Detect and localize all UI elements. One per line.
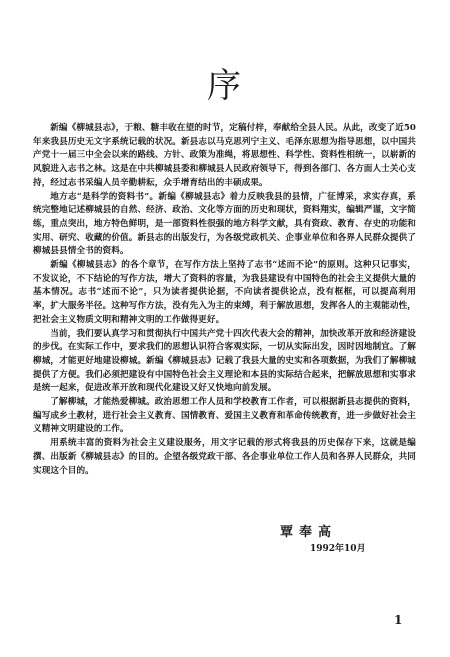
author-signature: 覃奉高 [280,525,338,540]
page-title: 序 [207,66,243,106]
paragraph: 用系统丰富的资料为社会主义建设服务，用文字记载的形式将我县的历史保存下来，这就是编撰、出版新《柳城县志》的目的。企望各级党政干部、各企事业单位工作人员和各界人民群众，共同实现这个目的。 [33,438,416,476]
paragraph: 新编《柳城县志》的各个章节，在写作方法上坚持了志书“述而不论”的原则。这种只记事实，不发议论，不下结论的写作方法，增大了资料的容量，为我县建设有中国特色的社会主义提供大量的基本情况。志书“述而不论”，只为读者提供论据，不向读者提供论点，没有框框，可以提高利用率，扩大服务半径。这种写作方法，没有先入为主的束缚，利于解放思想，发挥各人的主观能动性，把社会主义物质文明和精神文明的工作做得更好。 [33,260,416,325]
page-number: 1 [394,613,403,627]
paragraph: 地方志“是科学的资料书”。新编《柳城县志》着力反映我县的县情，广征博采，求实存真，系统完整地记述柳城县的自然、经济、政治、文化等方面的历史和现状，资料翔实，编辑严谨，文字简练，重点突出，地方特色鲜明，是一部资料性很强的地方科学文献，具有资政、教育、存史的功能和实用、研究、收藏的价值。新县志的出版发行，为各级党政机关、企事业单位和各界人民群众提供了柳城县县情全书的资料。 [33,191,416,257]
paragraph: 当前，我们要认真学习和贯彻执行中国共产党十四次代表大会的精神，加快改革开放和经济建设的步伐。在实际工作中，要求我们的思想认识符合客观实际，一切从实际出发，因时因地制宜。了解柳城，才能更好地建设柳城。新编《柳城县志》记载了我县大量的史实和各项数据，为我们了解柳城提供了方便。我们必须把建设有中国特色社会主义理论和本县的实际结合起来，把解放思想和实事求是统一起来，促进改革开放和现代化建设又好又快地向前发展。 [33,328,416,394]
paragraph: 新编《柳城县志》，于粮、糖丰收在望的时节，定稿付梓，奉献给全县人民。从此，改变了近50年来我县历史无文字系统记载的状况。新县志以马克思列宁主义、毛泽东思想为指导思想，以中国共产党十一届三中全会以来的路线、方针、政策为准绳，将思想性、科学性、资料性相统一，以崭新的风貌进入志书之林。这是在中共柳城县委和柳城县人民政府领导下，得到各部门、各方面人士关心支持，经过志书采编人员辛勤耕耘，众手增育结出的丰硕成果。 [33,123,416,188]
preface-body [33,122,416,478]
date: 1992年10月 [310,544,366,554]
paragraph: 了解柳城，才能热爱柳城。政治思想工作人员和学校教育工作者，可以根据新县志提供的资料，编写成乡土教材，进行社会主义教育、国情教育、爱国主义教育和革命传统教育，进一步做好社会主义精神文明建设的工作。 [33,397,416,435]
